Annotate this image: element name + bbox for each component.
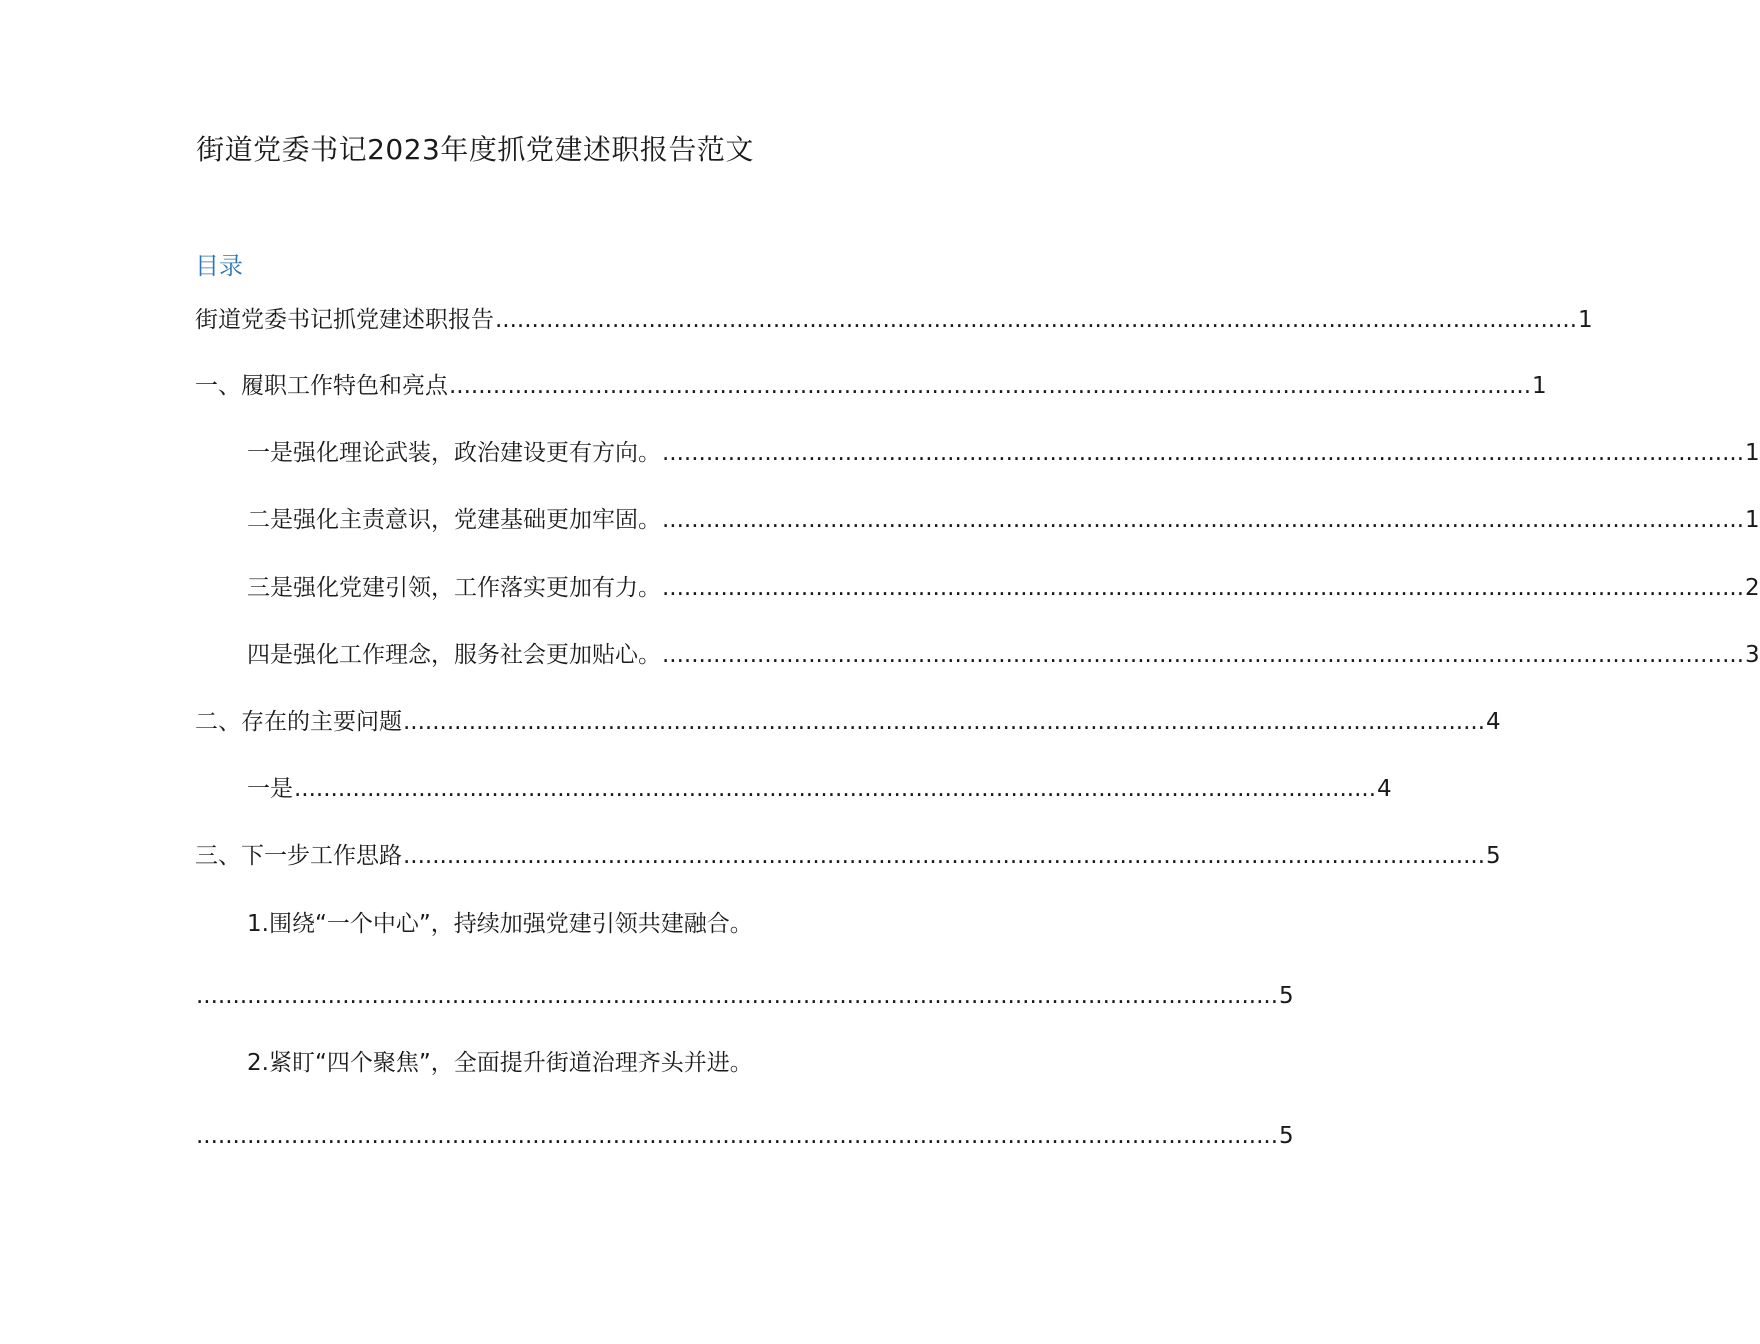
toc-page-number: 5 bbox=[1279, 983, 1294, 1009]
toc-leader: .................................................................................................................................................... bbox=[662, 440, 1745, 466]
toc-page-number: 4 bbox=[1377, 776, 1392, 802]
toc-entry[interactable] bbox=[195, 704, 1501, 740]
toc-entry[interactable] bbox=[195, 1118, 1294, 1154]
toc-entry-text[interactable]: 1.围绕“一个中心”，持续加强党建引领共建融合。 bbox=[247, 911, 753, 937]
toc-leader: .................................................................................................................................................... bbox=[403, 843, 1486, 869]
toc-entry[interactable] bbox=[247, 570, 1760, 606]
toc-entry[interactable] bbox=[247, 435, 1760, 471]
toc-entry[interactable] bbox=[195, 978, 1294, 1014]
toc-entry-text: 一是 bbox=[247, 776, 293, 802]
toc-leader: .................................................................................................................................................... bbox=[294, 776, 1377, 802]
toc-entry-text: 一、履职工作特色和亮点 bbox=[195, 373, 448, 399]
toc-page-number: 5 bbox=[1486, 843, 1501, 869]
toc-entry-text: 一是强化理论武装，政治建设更有方向。 bbox=[247, 440, 661, 466]
toc-entry-text: 街道党委书记抓党建述职报告 bbox=[195, 307, 494, 333]
toc-heading: 目录 bbox=[195, 252, 243, 280]
toc-leader: .................................................................................................................................................... bbox=[662, 575, 1745, 601]
toc-leader: .................................................................................................................................................... bbox=[495, 307, 1578, 333]
toc-entry[interactable] bbox=[247, 771, 1392, 807]
toc-page-number: 1 bbox=[1745, 507, 1760, 533]
toc-entry-text: 四是强化工作理念，服务社会更加贴心。 bbox=[247, 642, 661, 668]
toc-entry-text: 三是强化党建引领，工作落实更加有力。 bbox=[247, 575, 661, 601]
toc-entry[interactable] bbox=[195, 838, 1501, 874]
toc-leader: .................................................................................................................................................... bbox=[196, 983, 1279, 1009]
document-title: 街道党委书记2023年度抓党建述职报告范文 bbox=[196, 133, 754, 166]
toc-page-number: 1 bbox=[1578, 307, 1593, 333]
toc-entry-text: 三、下一步工作思路 bbox=[195, 843, 402, 869]
toc-entry-text: 二是强化主责意识，党建基础更加牢固。 bbox=[247, 507, 661, 533]
toc-entry[interactable] bbox=[247, 637, 1760, 673]
toc-entry[interactable] bbox=[247, 502, 1760, 538]
toc-leader: .................................................................................................................................................... bbox=[403, 709, 1486, 735]
toc-entry[interactable] bbox=[195, 302, 1593, 338]
toc-page-number: 1 bbox=[1532, 373, 1547, 399]
toc-page-number: 1 bbox=[1745, 440, 1760, 466]
toc-page-number: 5 bbox=[1279, 1123, 1294, 1149]
toc-page-number: 3 bbox=[1745, 642, 1760, 668]
toc-leader: .................................................................................................................................................... bbox=[662, 642, 1745, 668]
toc-leader: .................................................................................................................................................... bbox=[662, 507, 1745, 533]
toc-leader: .................................................................................................................................................... bbox=[196, 1123, 1279, 1149]
toc-entry-text: 二、存在的主要问题 bbox=[195, 709, 402, 735]
toc-entry[interactable] bbox=[195, 368, 1547, 404]
toc-page-number: 2 bbox=[1745, 575, 1760, 601]
toc-leader: .................................................................................................................................................... bbox=[449, 373, 1532, 399]
toc-page-number: 4 bbox=[1486, 709, 1501, 735]
toc-entry-text[interactable]: 2.紧盯“四个聚焦”，全面提升街道治理齐头并进。 bbox=[247, 1050, 753, 1076]
